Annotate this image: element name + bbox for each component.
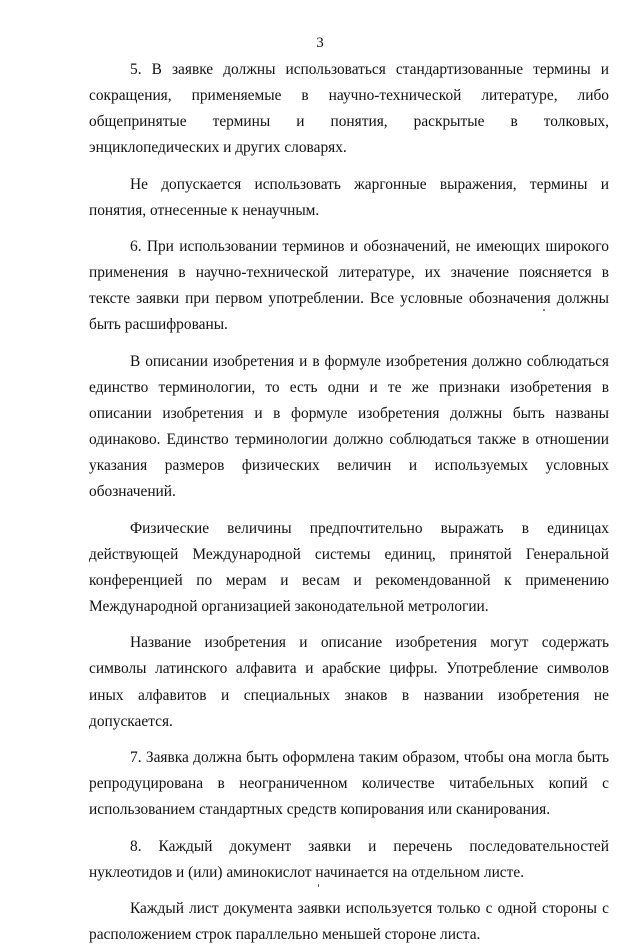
scan-speck <box>543 309 545 311</box>
paragraph-terminology-unity: В описании изобретения и в формуле изобретения должно соблюдаться единство терминологии, то есть одни и те же признаки изобретения в описании изобретения и в формуле изобретения должны быть названы одинаково. Единство терминологии должно соблюдаться также в отношении указания размеров физических величин и используемых условных обозначений. <box>89 352 609 501</box>
paragraph-item-6-designations: 6. При использовании терминов и обозначений, не имеющих широкого применения в научно-технической литературе, их значение поясняется в тексте заявки при первом употреблении. Все условные обозначения должны быть расшифрованы. <box>89 238 609 334</box>
paragraph-physical-quantities: Физические величины предпочтительно выражать в единицах действующей Международной системы единиц, принятой Генеральной конференцией по мерам и весам и рекомендованной к применению Международной организацией законодательной метрологии. <box>89 519 609 615</box>
paragraph-item-5-terms: 5. В заявке должны использоваться стандартизованные термины и сокращения, применяемые в научно-технической литературе, либо общепринятые термины и понятия, раскрытые в толковых, энциклопедических и других словарях. <box>89 61 609 157</box>
paragraph-item-7-reproduction: 7. Заявка должна быть оформлена таким образом, чтобы она могла быть репродуцирована в неограниченном количестве читабельных копий с использованием стандартных средств копирования или сканирования. <box>89 749 609 819</box>
paragraph-item-8-separate-sheet: 8. Каждый документ заявки и перечень последовательностей нуклеотидов и (или) аминокислот начинается на отдельном листе. <box>89 837 609 881</box>
paragraph-alphabet-symbols: Название изобретения и описание изобретения могут содержать символы латинского алфавита и арабские цифры. Употребление символов иных алфавитов и специальных знаков в названии изобретения не допускается. <box>89 634 609 730</box>
paragraph-jargon: Не допускается использовать жаргонные выражения, термины и понятия, отнесенные к ненаучным. <box>89 175 609 219</box>
paragraph-sheet-orientation: Каждый лист документа заявки используется только с одной стороны с расположением строк параллельно меньшей стороне листа. <box>89 900 609 944</box>
page-number: 3 <box>316 35 324 51</box>
scan-speck <box>318 884 319 887</box>
document-body <box>89 57 609 948</box>
